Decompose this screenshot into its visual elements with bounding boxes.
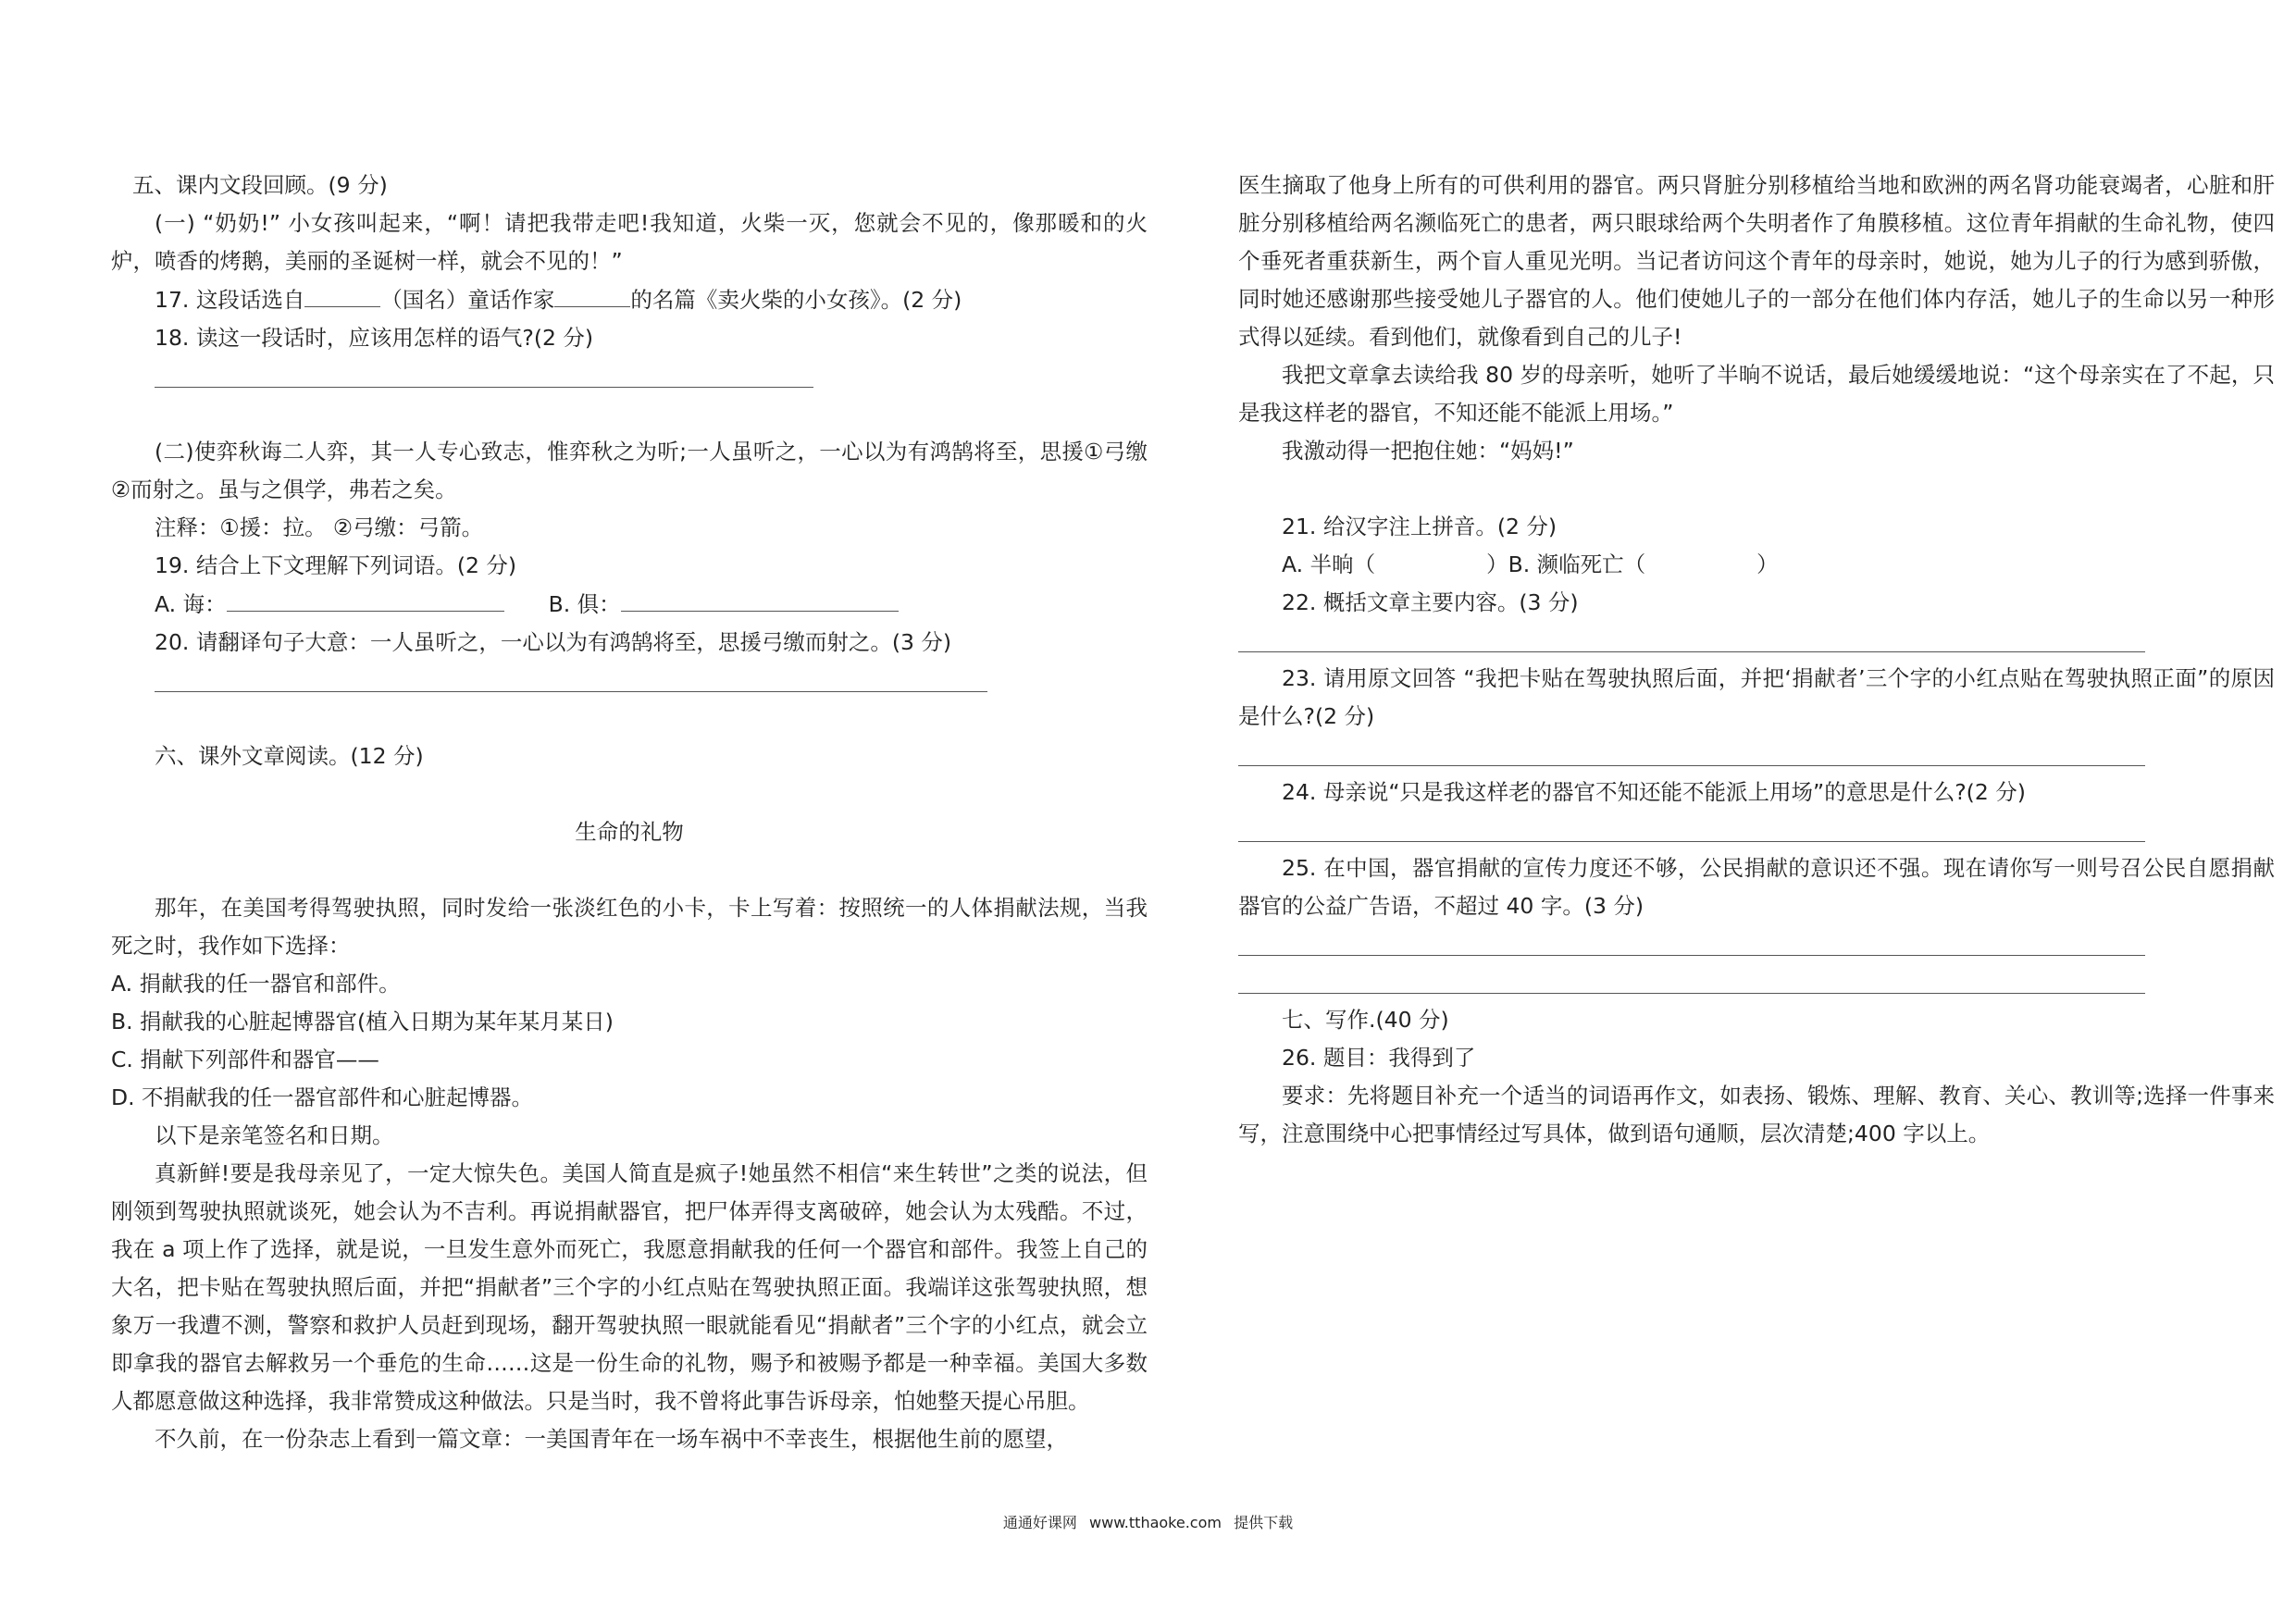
question-26: 26. 题目：我得到了 (1282, 1045, 1476, 1071)
choice-d: D. 不捐献我的任一器官部件和心脏起博器。 (111, 1084, 534, 1110)
question-21-options: A. 半晌（ ）B. 濒临死亡（ ） (1282, 551, 1779, 577)
question-23: 23. 请用原文回答 “我把卡贴在驾驶执照后面，并把‘捐献者’三个字的小红点贴在驾驶执照正面”的原因是什么?(2 分) (1238, 665, 2275, 729)
answer-line[interactable] (155, 357, 813, 395)
footer-url[interactable]: www.tthaoke.com (1089, 1514, 1222, 1531)
passage-2: (二)使弈秋诲二人弈，其一人专心致志，惟弈秋之为听;一人虽听之，一心以为有鸿鹄将至，思援①弓缴②而射之。虽与之俱学，弗若之矣。 (111, 439, 1148, 502)
footer (0, 1511, 2296, 1532)
answer-line[interactable] (1238, 736, 2145, 774)
question-19: 19. 结合上下文理解下列词语。(2 分) (155, 552, 517, 578)
answer-blank[interactable] (227, 585, 504, 612)
question-25: 25. 在中国，器官捐献的宣传力度还不够，公民捐献的意识还不强。现在请你写一则号召公民自愿捐献器官的公益广告语，不超过 40 字。(3 分) (1238, 855, 2275, 919)
answer-line[interactable] (1238, 963, 2145, 1001)
answer-blank[interactable] (304, 280, 380, 307)
question-22: 22. 概括文章主要内容。(3 分) (1282, 589, 1579, 615)
writing-requirements: 要求：先将题目补充一个适当的词语再作文，如表扬、锻炼、理解、教育、关心、教训等;选择一件事来写，注意围绕中心把事情经过写具体，做到语句通顺，层次清楚;400 字以上。 (1238, 1083, 2275, 1146)
answer-blank[interactable] (621, 585, 899, 612)
answer-line[interactable] (1238, 812, 2145, 849)
choice-c: C. 捐献下列部件和器官—— (111, 1047, 379, 1072)
question-24: 24. 母亲说“只是我这样老的器官不知还能不能派上用场”的意思是什么?(2 分) (1282, 779, 2026, 805)
section-5-title: 五、课内文段回顾。(9 分) (132, 172, 388, 198)
footer-note: 提供下载 (1234, 1514, 1294, 1531)
article-paragraph: 我激动得一把抱住她：“妈妈!” (1282, 438, 1574, 464)
passage-1: (一) “奶奶!” 小女孩叫起来，“啊！请把我带走吧!我知道，火柴一灭，您就会不见的，像那暖和的火炉，喷香的烤鹅，美丽的圣诞树一样，就会不见的！” (111, 210, 1148, 274)
article-title: 生命的礼物 (575, 819, 684, 845)
article-paragraph: 不久前，在一份杂志上看到一篇文章：一美国青年在一场车祸中不幸丧生，根据他生前的愿望， (155, 1426, 1068, 1452)
signature-line: 以下是亲笔签名和日期。 (155, 1122, 394, 1148)
choice-a: A. 捐献我的任一器官和部件。 (111, 971, 401, 997)
annotation: 注释：①援：拉。 ②弓缴：弓箭。 (155, 514, 484, 540)
article-paragraph: 我把文章拿去读给我 80 岁的母亲听，她听了半晌不说话，最后她缓缓地说：“这个母亲实在了不起，只是我这样老的器官，不知还能不能派上用场。” (1238, 362, 2275, 426)
question-20: 20. 请翻译句子大意：一人虽听之，一心以为有鸿鹄将至，思援弓缴而射之。(3 分) (155, 629, 952, 655)
article-paragraph: 医生摘取了他身上所有的可供利用的器官。两只肾脏分别移植给当地和欧洲的两名肾功能衰竭者，心脏和肝脏分别移植给两名濒临死亡的患者，两只眼球给两个失明者作了角膜移植。这位青年捐献的生命礼物，使四个垂死者重获新生，两个盲人重见光明。当记者访问这个青年的母亲时，她说，她为儿子的行为感到骄傲，同时她还感谢那些接受她儿子器官的人。他们使她儿子的一部分在他们体内存活，她儿子的生命以另一种形式得以延续。看到他们，就像看到自己的儿子! (1238, 172, 2275, 350)
answer-line[interactable] (155, 662, 987, 700)
answer-blank[interactable] (554, 280, 630, 307)
answer-line[interactable] (1238, 925, 2145, 963)
right-column (1238, 167, 2275, 1153)
footer-site-name: 通通好课网 (1002, 1514, 1077, 1531)
left-column (111, 167, 1148, 1458)
question-19-options: A. 诲： B. 俱： (111, 585, 1148, 624)
question-21: 21. 给汉字注上拼音。(2 分) (1282, 514, 1558, 539)
question-17: 17. 这段话选自 （国名）童话作家 的名篇《卖火柴的小女孩》。(2 分) (111, 280, 1148, 319)
article-paragraph: 真新鲜!要是我母亲见了，一定大惊失色。美国人简直是疯子!她虽然不相信“来生转世”之类的说法，但刚领到驾驶执照就谈死，她会认为不吉利。再说捐献器官，把尸体弄得支离破碎，她会认为太残酷。不过，我在 a 项上作了选择，就是说，一旦发生意外而死亡，我愿意捐献我的任何一个器官和部件。我签上自己的大名，把卡贴在驾驶执照后面，并把“捐献者”三个字的小红点贴在驾驶执照正面。我端详这张驾驶执照，想象万一我遭不测，警察和救护人员赶到现场，翻开驾驶执照一眼就能看见“捐献者”三个字的小红点，就会立即拿我的器官去解救另一个垂危的生命……这是一份生命的礼物，赐予和被赐予都是一种幸福。美国大多数人都愿意做这种选择，我非常赞成这种做法。只是当时，我不曾将此事告诉母亲，怕她整天提心吊胆。 (111, 1160, 1148, 1414)
article-paragraph: 那年，在美国考得驾驶执照，同时发给一张淡红色的小卡，卡上写着：按照统一的人体捐献法规，当我死之时，我作如下选择： (111, 895, 1148, 959)
choice-b: B. 捐献我的心脏起博器官(植入日期为某年某月某日) (111, 1009, 614, 1035)
section-7-title: 七、写作.(40 分) (1282, 1007, 1449, 1033)
question-18: 18. 读这一段话时，应该用怎样的语气?(2 分) (155, 325, 594, 351)
answer-line[interactable] (1238, 622, 2145, 660)
section-6-title: 六、课外文章阅读。(12 分) (155, 743, 424, 769)
